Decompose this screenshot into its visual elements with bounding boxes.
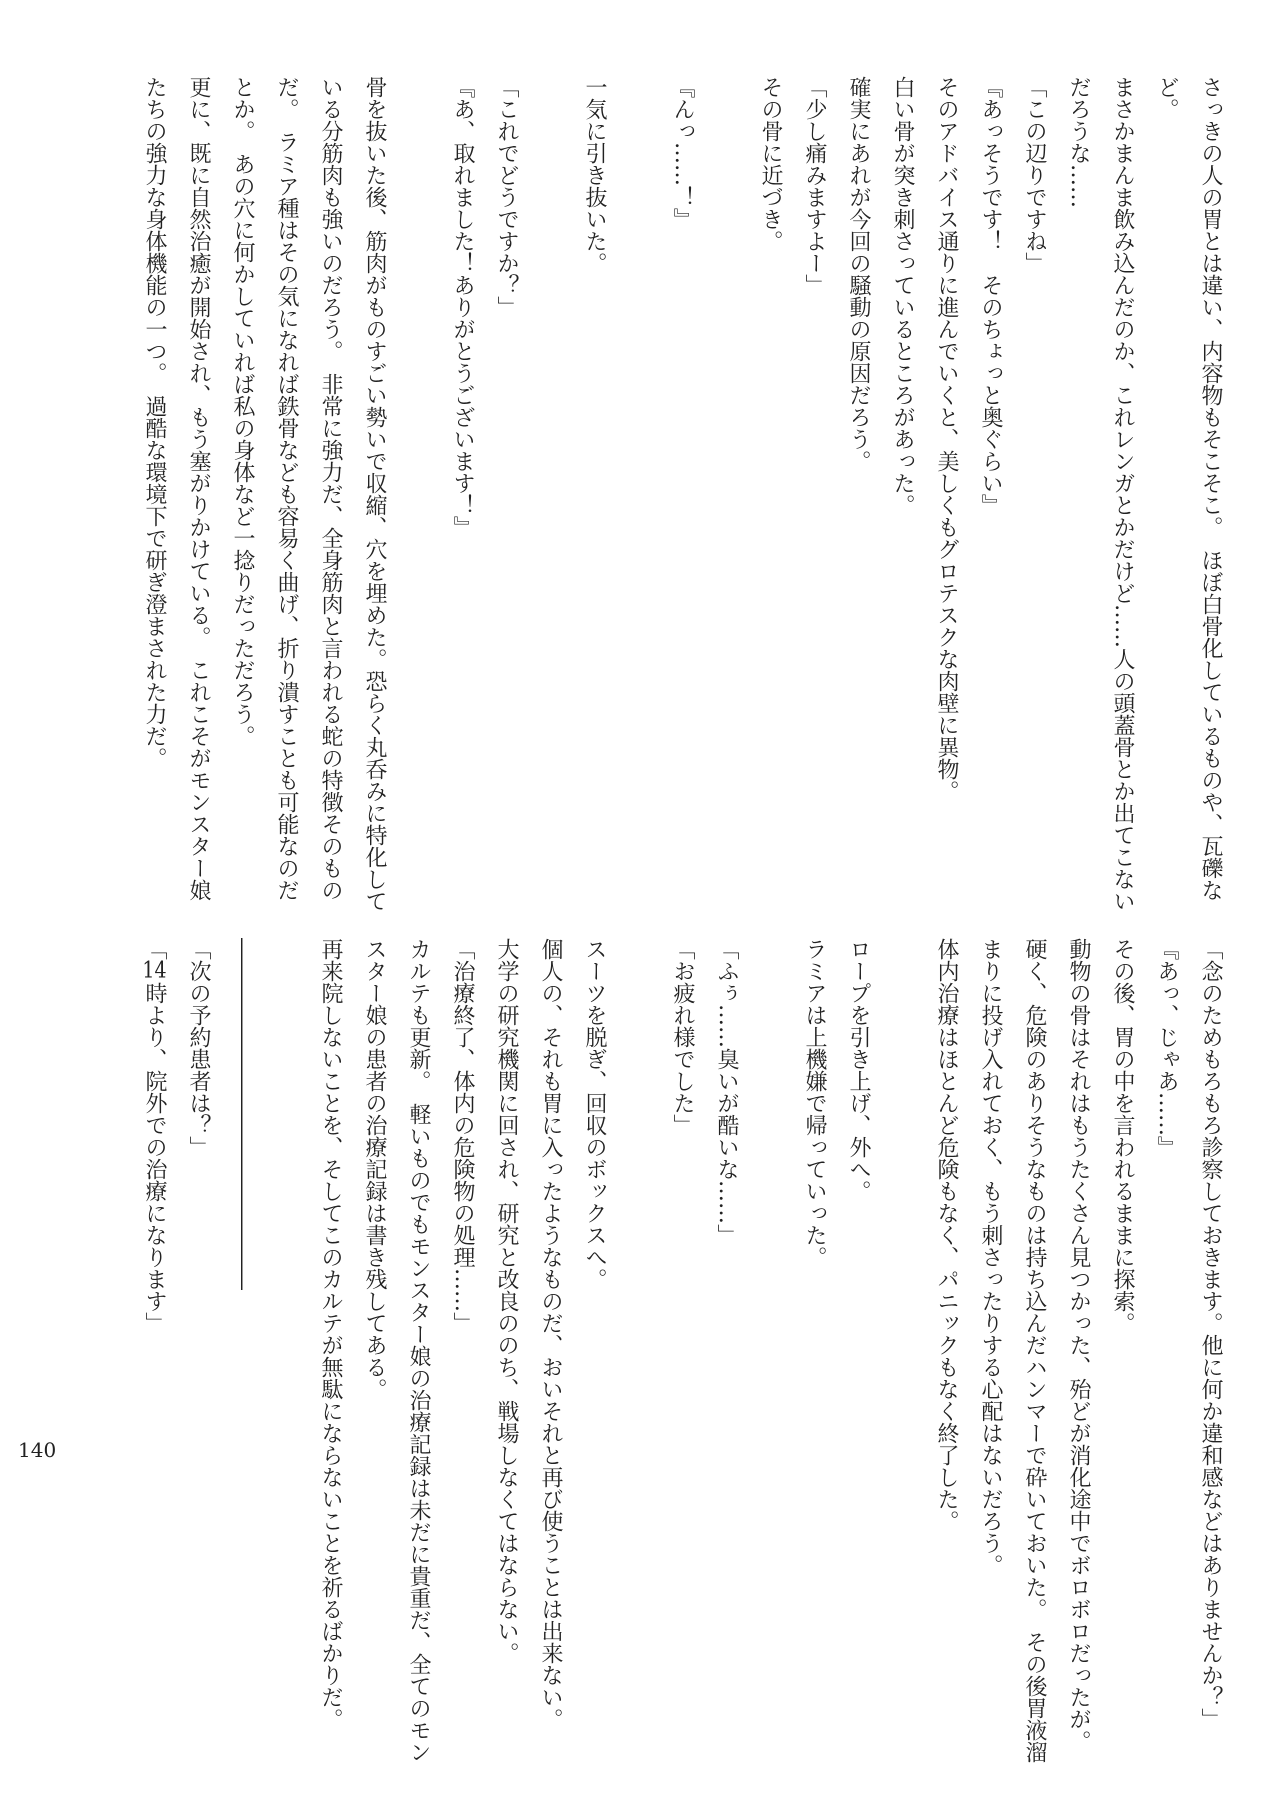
text-column <box>968 76 1012 914</box>
text-column <box>528 938 572 1780</box>
text-run: 時より、院外での治療になります」 <box>142 982 167 1334</box>
text-column <box>352 938 440 1780</box>
text-run: 一気に引き抜いた。 <box>582 76 607 274</box>
text-column <box>1144 938 1188 1780</box>
text-run: 「少し痛みますよー」 <box>802 76 827 296</box>
text-run: 更に、既に自然治癒が開始され、もう塞がりかけている。 これこそがモンスター娘たちの強力な身体機能の一つ。 過酷な環境下で研ぎ澄まされた力だ。 <box>142 76 211 901</box>
paragraph-gap <box>616 938 660 1780</box>
text-column <box>440 938 484 1780</box>
paragraph-gap <box>264 938 308 1780</box>
paragraph-gap <box>396 76 440 914</box>
text-run: そのアドバイス通りに進んでいくと、美しくもグロテスクな肉壁に異物。 <box>934 76 959 802</box>
text-run: その骨に近づき。 <box>758 76 783 252</box>
text-column <box>660 938 704 1780</box>
text-run: 体内治療はほとんど危険もなく、パニックもなく終了した。 <box>934 938 959 1532</box>
text-run: 「この辺りですね」 <box>1022 76 1047 274</box>
text-column <box>792 76 836 914</box>
text-run: 「治療終了、体内の危険物の処理……」 <box>450 938 475 1334</box>
text-column <box>924 938 968 1780</box>
text-run: 個人の、それも胃に入ったようなものだ、おいそれと再び使うことは出来ない。 <box>538 938 563 1730</box>
text-column <box>1100 938 1144 1780</box>
text-run: 確実にあれが今回の騒動の原因だろう。 <box>846 76 871 472</box>
text-run: 骨を抜いた後、筋肉がものすごい勢いで収縮、穴を埋めた。恐らく丸呑みに特化している分筋肉も強いのだろう。 非常に強力だ、全身筋肉と言われる蛇の特徴そのものだ。 ラミア種はその気になれば鉄骨なども容易く曲げ、折り潰すことも可能なのだとか。 あの穴に何かしていれば私の身体など一捻りだっただろう。 <box>230 76 387 912</box>
text-run: ラミアは上機嫌で帰っていった。 <box>802 938 827 1268</box>
paragraph-gap <box>748 938 792 1780</box>
text-run: 「 <box>142 938 167 960</box>
text-column <box>836 76 880 914</box>
text-column <box>792 938 836 1780</box>
text-column <box>1012 76 1056 914</box>
text-column <box>1144 76 1232 914</box>
text-run: さっきの人の胃とは違い、内容物もそこそこ。 ほぼ白骨化しているものや、瓦礫など。 <box>1154 76 1223 901</box>
text-run: 再来院しないことを、そしてこのカルテが無駄にならないことを祈るばかりだ。 <box>318 938 343 1730</box>
paragraph-gap <box>704 76 748 914</box>
text-column <box>836 938 880 1780</box>
paragraph-gap <box>528 76 572 914</box>
text-column <box>1188 938 1232 1780</box>
text-run: 『あっ、じゃあ……』 <box>1154 938 1179 1158</box>
text-column <box>1056 76 1144 914</box>
text-run: 「お疲れ様でした」 <box>670 938 695 1136</box>
text-column <box>440 76 484 914</box>
text-block-top <box>132 76 1232 914</box>
divider-line <box>220 938 264 1780</box>
text-run: スーツを脱ぎ、回収のボックスへ。 <box>582 938 607 1290</box>
text-run: 動物の骨はそれはもうたくさん見つかった、殆どが消化途中でボロボロだったが。 硬く、危険のありそうなものは持ち込んだハンマーで砕いておいた。 その後胃液溜まりに投げ入れておく、もう刺さったりする心配はないだろう。 <box>978 938 1091 1763</box>
text-column <box>748 76 792 914</box>
paragraph-gap <box>616 76 660 914</box>
page-number: 140 <box>18 1438 57 1462</box>
text-column <box>132 76 220 914</box>
text-column <box>704 938 748 1780</box>
text-run: 「これでどうですか？」 <box>494 76 519 318</box>
text-column <box>484 76 528 914</box>
text-run: 『あ、取れました！ありがとうございます！』 <box>450 76 475 538</box>
text-run: ―――――――――――――――― <box>230 938 255 1290</box>
text-column <box>308 938 352 1780</box>
tate-chu-yoko-number: 14 <box>142 960 167 982</box>
text-column <box>572 76 616 914</box>
paragraph-gap <box>880 938 924 1780</box>
text-column <box>660 76 704 914</box>
text-run: 白い骨が突き刺さっているところがあった。 <box>890 76 915 516</box>
text-run: 「ふぅ……臭いが酷いな……」 <box>714 938 739 1246</box>
text-column <box>220 76 396 914</box>
text-run: ロープを引き上げ、外へ。 <box>846 938 871 1202</box>
text-run: 「念のためもろもろ診察しておきます。他に何か違和感などはありませんか？」 <box>1198 938 1223 1730</box>
text-column <box>132 938 176 1780</box>
text-run: まさかまんま飲み込んだのか、これレンガとかだけど……人の頭蓋骨とか出てこないだろうな…… <box>1066 76 1135 912</box>
text-column <box>924 76 968 914</box>
text-block-bottom <box>132 938 1232 1780</box>
text-run: 『あっそうです！ そのちょっと奥ぐらい』 <box>978 76 1003 516</box>
text-column <box>968 938 1100 1780</box>
text-run: 大学の研究機関に回され、研究と改良ののち、戦場しなくてはならない。 <box>494 938 519 1664</box>
text-column <box>880 76 924 914</box>
text-run: 『んっ……！』 <box>670 76 695 230</box>
text-column <box>484 938 528 1780</box>
text-column <box>176 938 220 1780</box>
text-run: その後、胃の中を言われるままに探索。 <box>1110 938 1135 1334</box>
text-run: 「次の予約患者は？」 <box>186 938 211 1158</box>
text-column <box>572 938 616 1780</box>
text-run: カルテも更新。 軽いものでもモンスター娘の治療記録は未だに貴重だ、全てのモンスター娘の患者の治療記録は書き残してある。 <box>362 938 431 1763</box>
